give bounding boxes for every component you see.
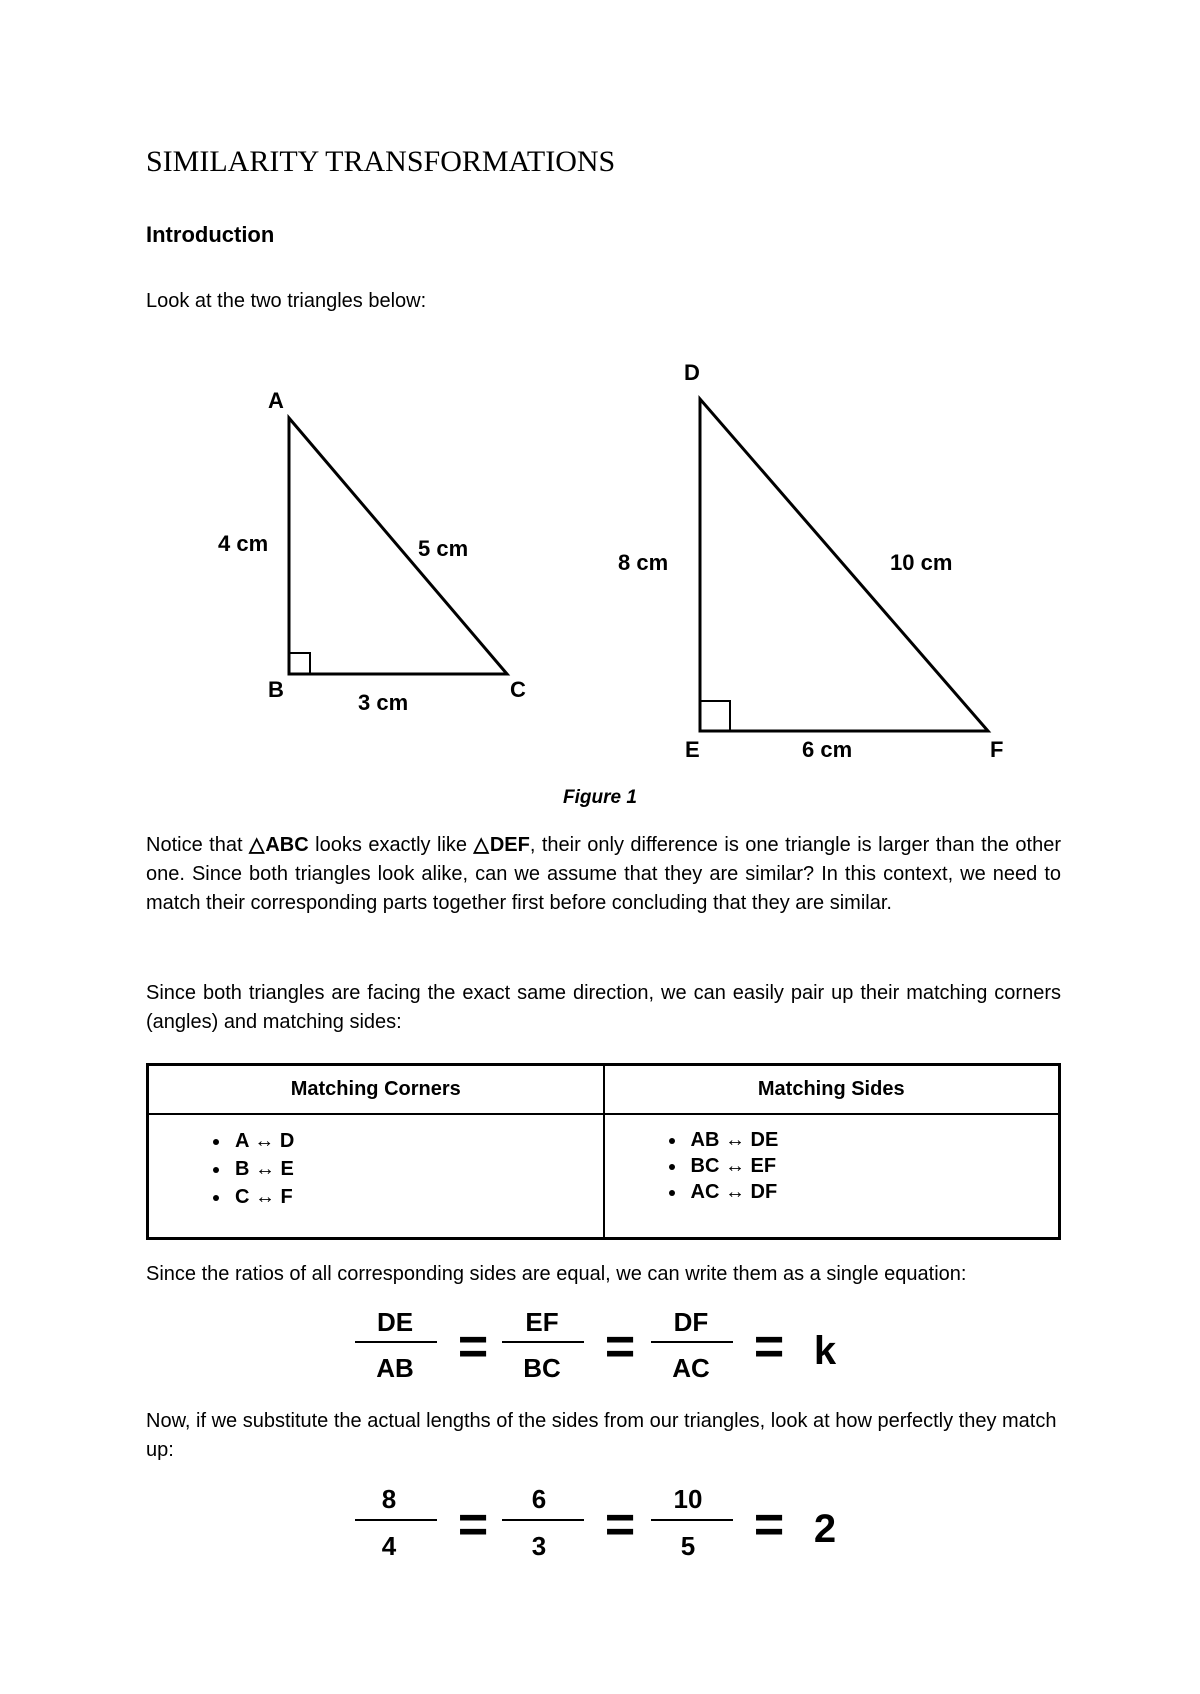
page-title: SIMILARITY TRANSFORMATIONS (146, 145, 616, 178)
fraction-ef-bc (502, 1307, 584, 1383)
paragraph-notice (146, 831, 1061, 918)
corners-cell (148, 1114, 604, 1239)
side-label-de: 8 cm (618, 550, 669, 575)
paragraph-notice-end: , their only difference is one triangle is larger than the other one. Since both triangles look alike, can we assume that they are similar? In this context, we need to match their corresponding parts together first before concluding that they are similar. (146, 834, 1062, 914)
equals-sign-icon: = (604, 1318, 636, 1376)
vertex-label-d: D (684, 360, 700, 385)
numerator: EF (525, 1307, 559, 1337)
denominator: AC (672, 1353, 710, 1383)
paragraph-notice-start: Notice that (146, 834, 250, 856)
equals-sign-icon: = (753, 1318, 785, 1376)
figure-caption: Figure 1 (563, 787, 637, 808)
denominator: 4 (381, 1531, 397, 1561)
equals-sign-icon: = (604, 1496, 636, 1554)
paragraph-ratios: Since the ratios of all corresponding sides are equal, we can write them as a single equation: (146, 1263, 967, 1285)
list-item: • AC ↔ DF (687, 1179, 1059, 1205)
header-matching-sides: Matching Sides (604, 1065, 1060, 1115)
numerator: 8 (381, 1484, 397, 1514)
fraction-de-ab (355, 1307, 437, 1383)
triangle-symbol-icon: △ (473, 834, 490, 856)
denominator: 5 (680, 1531, 696, 1561)
sides-cell (604, 1114, 1060, 1239)
side-label-ef: 6 cm (802, 737, 853, 762)
matching-table (146, 1063, 1061, 1240)
triangle-abc-shape (289, 418, 507, 674)
denominator: BC (523, 1353, 561, 1383)
equals-sign-icon: = (753, 1496, 785, 1554)
sides-list (605, 1127, 1059, 1205)
triangle-abc (218, 388, 526, 715)
vertex-label-c: C (510, 677, 526, 702)
intro-text: Look at the two triangles below: (146, 290, 427, 312)
ratio-value: 2 (813, 1507, 837, 1551)
list-item: • C ↔ F (231, 1183, 603, 1211)
triangles-figure (0, 340, 1200, 780)
header-matching-corners: Matching Corners (148, 1065, 604, 1115)
vertex-label-f: F (990, 737, 1004, 762)
right-angle-marker-e (700, 701, 730, 731)
denominator: AB (376, 1353, 414, 1383)
list-item: • BC ↔ EF (687, 1153, 1059, 1179)
triangle-def (618, 360, 1003, 762)
triangle-abc-name: ABC (265, 834, 309, 856)
ratio-constant: k (813, 1329, 837, 1373)
equation-ratio-values (0, 1473, 1200, 1573)
list-item: • A ↔ D (231, 1127, 603, 1155)
numerator: DE (376, 1307, 414, 1337)
numerator: 6 (531, 1484, 547, 1514)
paragraph-notice-middle: looks exactly like (308, 834, 474, 856)
fraction-df-ac (651, 1307, 733, 1383)
vertex-label-a: A (268, 388, 284, 413)
equals-sign-icon: = (457, 1318, 489, 1376)
equation-ratio-k (0, 1295, 1200, 1395)
side-label-df: 10 cm (890, 550, 953, 575)
triangle-symbol-icon: △ (249, 834, 266, 856)
side-label-bc: 3 cm (358, 690, 409, 715)
corners-list (149, 1127, 603, 1211)
paragraph-matching: Since both triangles are facing the exact same direction, we can easily pair up their matching corners (angles) and matching sides: (146, 982, 1061, 1033)
equals-sign-icon: = (457, 1496, 489, 1554)
paragraph-substitute: Now, if we substitute the actual lengths of the sides from our triangles, look at how perfectly they match up: (146, 1410, 1057, 1461)
fraction-10-5 (651, 1484, 733, 1561)
fraction-8-4 (355, 1484, 437, 1561)
triangle-def-name: DEF (489, 834, 530, 856)
denominator: 3 (531, 1531, 547, 1561)
triangle-def-ref (474, 834, 530, 856)
side-label-ac: 5 cm (418, 536, 469, 561)
vertex-label-b: B (268, 677, 284, 702)
triangle-abc-ref (249, 834, 309, 856)
list-item: • B ↔ E (231, 1155, 603, 1183)
vertex-label-e: E (685, 737, 700, 762)
numerator: 10 (673, 1484, 703, 1514)
right-angle-marker-b (289, 653, 310, 674)
list-item: • AB ↔ DE (687, 1127, 1059, 1153)
side-label-ab: 4 cm (218, 531, 269, 556)
fraction-6-3 (502, 1484, 584, 1561)
section-heading: Introduction (146, 222, 275, 247)
numerator: DF (673, 1307, 709, 1337)
